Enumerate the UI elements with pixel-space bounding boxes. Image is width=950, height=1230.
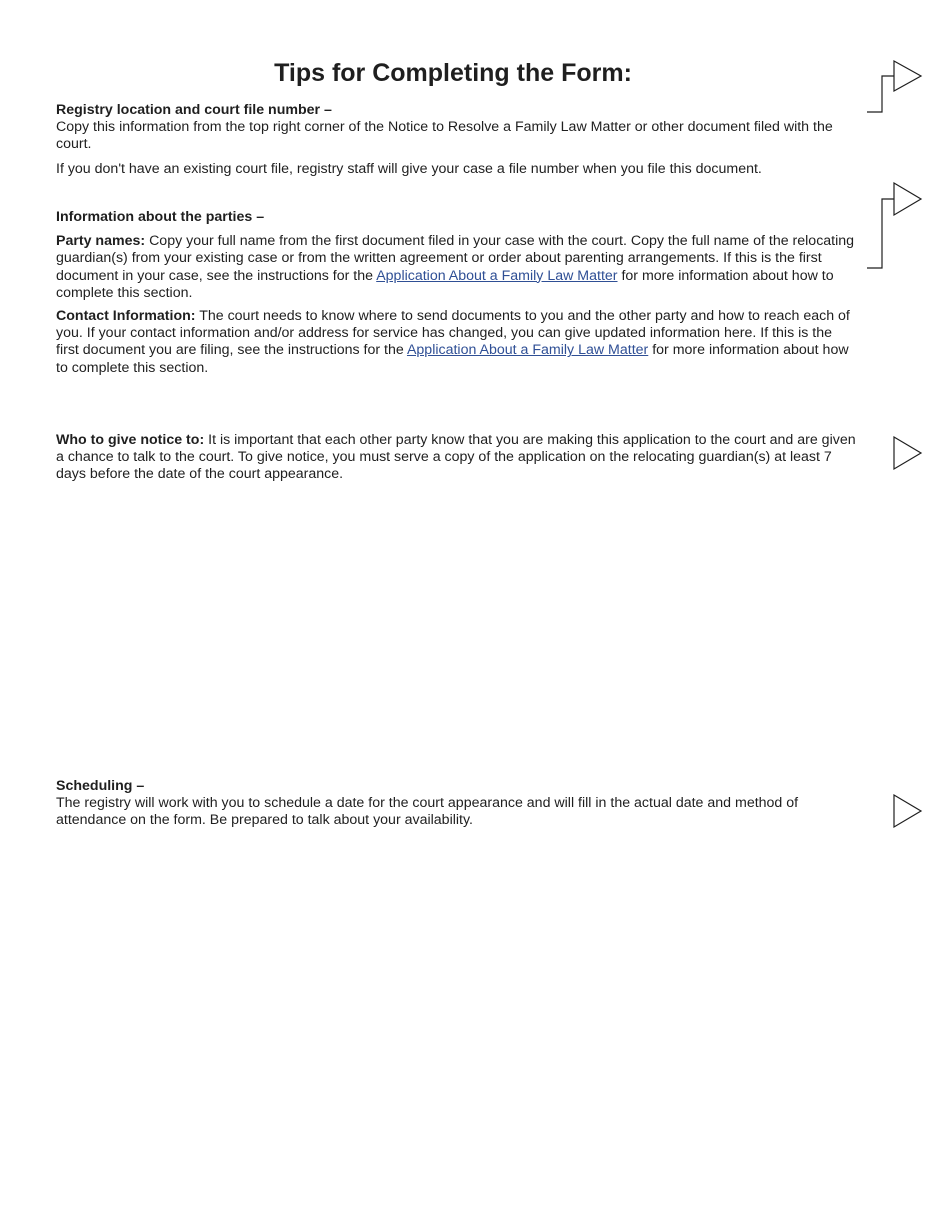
registry-pointer-icon <box>866 58 926 116</box>
notice-pointer-icon <box>892 435 926 473</box>
party-names-text-after: for more information about how to complete this section. <box>56 267 834 301</box>
scheduling-section <box>56 778 856 830</box>
page-title: Tips for Completing the Form: <box>274 59 632 87</box>
contact-info-text-after: for more information about how to complete this section. <box>56 342 849 376</box>
registry-text-1: Copy this information from the top right corner of the Notice to Resolve a Family Law Matter or other document filed with the court. <box>56 119 833 153</box>
application-link-contact[interactable]: Application About a Family Law Matter <box>406 342 649 359</box>
parties-heading: Information about the parties – <box>56 209 265 225</box>
scheduling-pointer-icon <box>892 793 926 831</box>
parties-section <box>56 209 856 377</box>
scheduling-text: The registry will work with you to schedule a date for the court appearance and will fill in the actual date and method of attendance on the form. Be prepared to talk about your availability. <box>56 795 799 829</box>
party-names-paragraph <box>56 233 856 302</box>
contact-info-label: Contact Information: <box>56 308 196 325</box>
registry-heading: Registry location and court file number – <box>56 102 332 118</box>
registry-text-2: If you don't have an existing court file, registry staff will give your case a file number when you file this document. <box>56 160 762 177</box>
registry-section <box>56 102 856 178</box>
notice-label: Who to give notice to: <box>56 432 205 448</box>
contact-info-text: The court needs to know where to send documents to you and the other party and how to reach each of you. If your contact information and/or address for service has changed, you can give updated information here. If this is the first document you are filing, see the instructions for the <box>56 308 850 359</box>
party-names-text: Copy your full name from the first document filed in your case with the court. Copy the full name of the relocating guardian(s) from your existing case or from the written agreement or order about parenting arrangements. If this is the first document in your case, see the instructions for the <box>56 233 855 284</box>
notice-text: It is important that each other party know that you are making this application to the court and are given a chance to talk to the court. To give notice, you must serve a copy of the application on the relocating guardian(s) at least 7 days before the date of the court appearance. <box>56 432 856 483</box>
scheduling-heading: Scheduling – <box>56 778 145 794</box>
party-names-label: Party names: <box>56 233 146 250</box>
application-link-party-names[interactable]: Application About a Family Law Matter <box>376 267 618 284</box>
notice-paragraph <box>56 432 856 484</box>
notice-section <box>56 432 856 484</box>
contact-info-paragraph <box>56 308 856 377</box>
parties-pointer-icon <box>866 180 926 272</box>
